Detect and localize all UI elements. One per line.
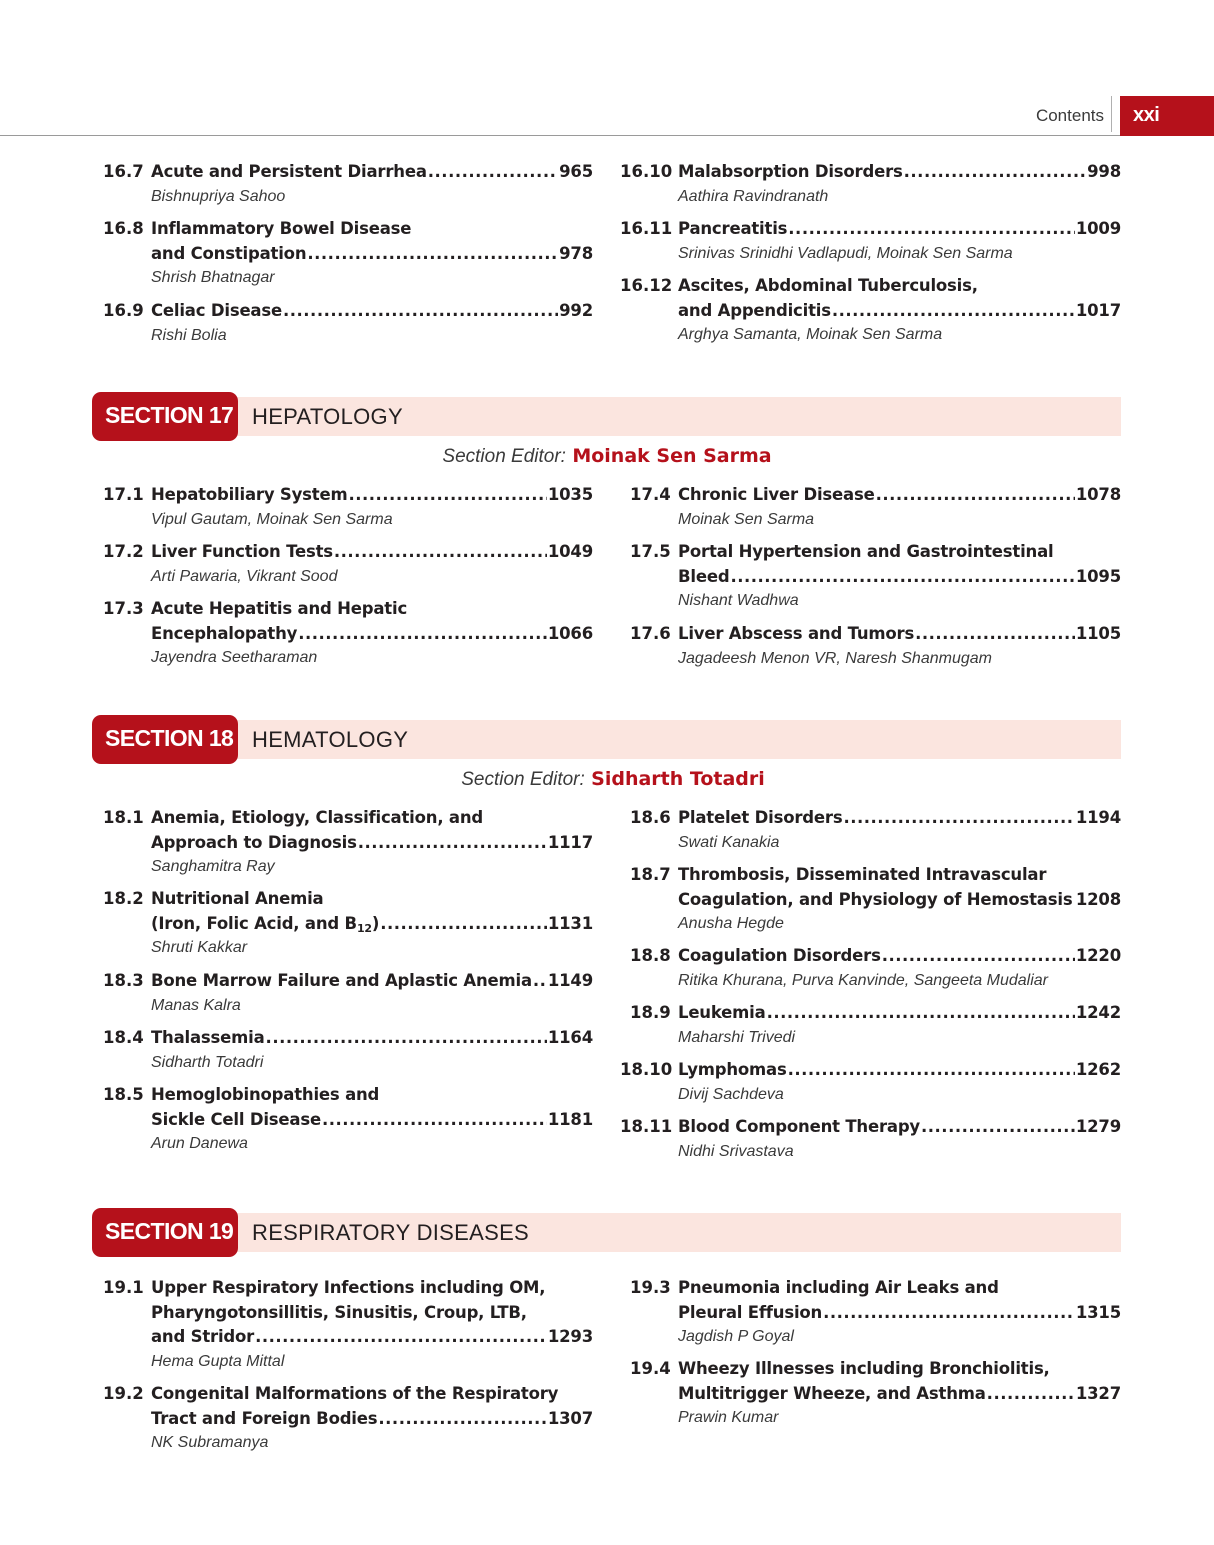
page-number-ref[interactable]: 1194 [1075, 808, 1121, 827]
chapter-title-text: Blood Component Therapy [678, 1117, 920, 1136]
page-number-ref[interactable]: 1315 [1075, 1302, 1121, 1322]
page-number-ref[interactable]: 1327 [1075, 1383, 1121, 1403]
chapter-body [151, 806, 593, 879]
chapter-authors: Rishi Bolia [151, 326, 227, 344]
chapter-authors: Jagadeesh Menon VR, Naresh Shanmugam [678, 649, 992, 667]
dot-leader [307, 242, 558, 267]
chapter-title-text: Leukemia [678, 1003, 766, 1022]
chapter-title-text: Celiac Disease [151, 301, 282, 320]
dot-leader [788, 1058, 1075, 1083]
chapter-body [151, 540, 593, 589]
chapter-body [678, 1115, 1121, 1164]
chapter-title-line[interactable]: Anemia, Etiology, Classification, and [151, 808, 484, 827]
chapter-title[interactable] [151, 622, 297, 647]
chapter-body [151, 597, 593, 670]
chapter-number: 16.10 [620, 162, 673, 181]
page-number-ref[interactable]: 1181 [547, 1109, 593, 1129]
chapter-title[interactable] [151, 969, 532, 994]
section-title: HEMATOLOGY [252, 727, 409, 752]
dot-leader [882, 944, 1075, 969]
chapter-title-text: Tract and Foreign Bodies [151, 1408, 378, 1428]
dot-leader [348, 483, 546, 508]
chapter-authors: Bishnupriya Sahoo [151, 187, 286, 205]
page-number-ref[interactable]: 1307 [547, 1408, 593, 1428]
chapter-title-text: Pancreatitis [678, 219, 788, 238]
chapter-title-leader[interactable] [151, 1407, 593, 1432]
chapter-title-leader[interactable] [151, 1325, 593, 1350]
chapter-authors: Shruti Kakkar [151, 939, 248, 956]
chapter-body [151, 160, 593, 209]
chapter-title-leader[interactable] [151, 540, 593, 565]
section-label: SECTION 19 [92, 1208, 238, 1257]
chapter-number: 17.5 [630, 542, 671, 561]
chapter-title[interactable] [678, 806, 842, 831]
chapter-title[interactable] [678, 160, 903, 185]
chapter-number: 17.6 [630, 624, 671, 643]
chapter-title-leader[interactable] [151, 1026, 593, 1051]
header-rule [0, 135, 1120, 136]
chapter-title-text: Liver Abscess and Tumors [678, 624, 915, 643]
page-number-ref[interactable]: 1220 [1075, 946, 1121, 965]
chapter-number: 17.3 [103, 599, 144, 618]
chapter-title-text: Bone Marrow Failure and Aplastic Anemia [151, 971, 532, 990]
chapter-title-leader[interactable] [678, 1115, 1121, 1140]
chapter-number: 16.9 [103, 301, 144, 320]
page-number-ref[interactable]: 1078 [1075, 485, 1121, 504]
section-editor-name[interactable]: Moinak Sen Sarma [572, 445, 772, 467]
chapter-title[interactable] [678, 622, 914, 647]
chapter-title-leader[interactable] [678, 483, 1121, 508]
chapter-number: 18.2 [103, 889, 144, 908]
dot-leader [921, 1115, 1075, 1140]
chapter-title-line[interactable]: Acute Hepatitis and Hepatic [151, 599, 408, 618]
chapter-title-leader[interactable] [678, 1301, 1121, 1326]
section-title: HEPATOLOGY [252, 404, 403, 429]
chapter-authors: Sidharth Totadri [151, 1053, 264, 1071]
header-separator [1111, 96, 1112, 132]
chapter-authors: Ritika Khurana, Purva Kanvinde, Sangeeta Mudaliar [678, 971, 1048, 989]
chapter-authors: Arti Pawaria, Vikrant Sood [151, 567, 338, 585]
chapter-number: 18.6 [630, 808, 671, 827]
chapter-authors: Anusha Hegde [678, 915, 784, 932]
chapter-title[interactable] [151, 831, 357, 856]
chapter-authors: Vipul Gautam, Moinak Sen Sarma [151, 510, 393, 528]
dot-leader [334, 540, 547, 565]
page-number-ref[interactable]: 965 [559, 162, 593, 181]
chapter-title-line[interactable]: Nutritional Anemia [151, 889, 324, 908]
chapter-title[interactable] [678, 1301, 822, 1326]
page-header [0, 96, 1214, 138]
chapter-title-leader[interactable] [151, 1108, 593, 1133]
chapter-authors: Shrish Bhatnagar [151, 269, 275, 286]
chapter-title-leader[interactable] [151, 160, 593, 185]
dot-leader [298, 622, 547, 647]
chapter-title-text: (Iron, Folic Acid, and B [151, 913, 357, 933]
chapter-title-leader[interactable] [678, 1382, 1121, 1407]
page-number-ref[interactable]: 992 [559, 301, 593, 320]
page-number-ref[interactable]: 1293 [547, 1327, 593, 1346]
page-number-ref[interactable]: 1117 [547, 832, 593, 852]
chapter-title-line[interactable]: Hemoglobinopathies and [151, 1085, 380, 1104]
page-number-ref[interactable]: 1131 [547, 913, 593, 933]
chapter-title-text: Bleed [678, 566, 730, 586]
page-number-ref[interactable]: 1095 [1075, 566, 1121, 586]
chapter-title-leader[interactable] [151, 299, 593, 324]
chapter-body [151, 299, 593, 348]
chapter-number: 16.7 [103, 162, 144, 181]
chapter-title-text: Platelet Disorders [678, 808, 843, 827]
section-19-header [92, 1208, 1121, 1257]
dot-leader [533, 969, 547, 994]
page-number-ref[interactable]: 1279 [1075, 1117, 1121, 1136]
dot-leader [283, 299, 558, 324]
chapter-title-text: Hepatobiliary System [151, 485, 348, 504]
dot-leader [843, 806, 1074, 831]
page-number-ref[interactable]: 1066 [547, 623, 593, 643]
page-number-ref[interactable]: 1049 [547, 542, 593, 561]
chapter-title-text: Multitrigger Wheeze, and Asthma [678, 1383, 986, 1403]
chapter-title-leader[interactable] [678, 622, 1121, 647]
chapter-title-text: and Stridor [151, 1327, 255, 1346]
chapter-authors: Nidhi Srivastava [678, 1142, 794, 1160]
chapter-title-line[interactable]: Pharyngotonsillitis, Sinusitis, Croup, LTB, [151, 1302, 527, 1322]
chapter-authors: Arghya Samanta, Moinak Sen Sarma [678, 326, 943, 343]
chapter-body [151, 483, 593, 532]
chapter-title-leader[interactable] [678, 888, 1121, 913]
chapter-number: 19.4 [630, 1359, 671, 1378]
chapter-body [678, 483, 1121, 532]
chapter-authors: Maharshi Trivedi [678, 1028, 796, 1046]
section-editor-label: Section Editor: [442, 446, 566, 467]
dot-leader [380, 912, 547, 937]
subscript: 12 [356, 921, 372, 935]
chapter-number: 16.11 [620, 219, 673, 238]
chapter-body [151, 887, 593, 960]
chapter-body [678, 217, 1121, 266]
chapter-title-text: Acute and Persistent Diarrhea [151, 162, 427, 181]
chapter-body [678, 160, 1121, 209]
chapter-title-leader[interactable] [151, 969, 593, 994]
chapter-title-leader[interactable] [151, 622, 593, 647]
page-number-ref[interactable]: 998 [1087, 162, 1121, 181]
chapter-title[interactable] [151, 1407, 377, 1432]
chapter-number: 18.7 [630, 865, 671, 884]
chapter-body [678, 1276, 1121, 1349]
chapter-number: 16.8 [103, 219, 144, 238]
page-number: xxi [1120, 96, 1214, 136]
chapter-body [151, 1083, 593, 1156]
chapter-authors: Divij Sachdeva [678, 1085, 784, 1103]
chapter-body [151, 1276, 593, 1374]
chapter-title-leader[interactable] [678, 217, 1121, 242]
section-editor [0, 766, 1214, 791]
chapter-title-leader[interactable] [678, 944, 1121, 969]
chapter-authors: NK Subramanya [151, 1434, 269, 1451]
chapter-number: 18.5 [103, 1085, 144, 1104]
section-17-header [92, 392, 1121, 441]
chapter-title-leader[interactable] [151, 831, 593, 856]
chapter-title[interactable] [151, 1325, 254, 1350]
chapter-title-leader[interactable] [678, 160, 1121, 185]
chapter-number: 18.4 [103, 1028, 144, 1047]
dot-leader [904, 160, 1087, 185]
dot-leader [823, 1301, 1075, 1326]
chapter-title[interactable] [678, 299, 831, 324]
chapter-body [678, 274, 1121, 347]
chapter-body [678, 944, 1121, 993]
chapter-authors: Srinivas Srinidhi Vadlapudi, Moinak Sen Sarma [678, 244, 1013, 262]
chapter-number: 18.1 [103, 808, 144, 827]
chapter-title[interactable] [678, 944, 881, 969]
chapter-body [678, 806, 1121, 855]
chapter-title-text: and Appendicitis [678, 300, 831, 320]
chapter-title-line[interactable]: Thrombosis, Disseminated Intravascular [678, 865, 1047, 884]
chapter-title-text: and Constipation [151, 243, 307, 263]
page-number-ref[interactable]: 1262 [1075, 1060, 1121, 1079]
running-header-label: Contents [1035, 106, 1104, 125]
chapter-authors: Sanghamitra Ray [151, 858, 275, 875]
chapter-title[interactable] [151, 540, 333, 565]
chapter-title[interactable] [678, 217, 787, 242]
dot-leader [428, 160, 558, 185]
dot-leader [255, 1325, 547, 1350]
chapter-body [151, 1026, 593, 1075]
dot-leader [788, 217, 1075, 242]
chapter-authors: Arun Danewa [151, 1135, 248, 1152]
chapter-title-text: Thalassemia [151, 1028, 265, 1047]
dot-leader [266, 1026, 547, 1051]
chapter-title[interactable] [678, 1058, 787, 1083]
dot-leader [876, 483, 1075, 508]
chapter-number: 18.8 [630, 946, 671, 965]
dot-leader [1073, 888, 1074, 913]
page-number-ref[interactable]: 1035 [547, 485, 593, 504]
dot-leader [322, 1108, 547, 1133]
chapter-authors: Jagdish P Goyal [678, 1328, 794, 1345]
chapter-title[interactable] [678, 565, 729, 590]
dot-leader [730, 565, 1074, 590]
dot-leader [832, 299, 1075, 324]
chapter-number: 18.3 [103, 971, 144, 990]
chapter-number: 18.11 [620, 1117, 673, 1136]
page-number-ref[interactable]: 1208 [1075, 889, 1121, 909]
chapter-title-text: Pleural Effusion [678, 1302, 823, 1322]
chapter-title[interactable] [151, 483, 347, 508]
section-label: SECTION 17 [92, 392, 238, 441]
chapter-body [151, 217, 593, 290]
chapter-number: 17.1 [103, 485, 144, 504]
chapter-title-leader[interactable] [151, 912, 593, 937]
chapter-title-line[interactable]: Ascites, Abdominal Tuberculosis, [678, 276, 978, 295]
chapter-title[interactable] [151, 299, 282, 324]
chapter-authors: Jayendra Seetharaman [151, 649, 318, 666]
section-editor-name[interactable]: Sidharth Totadri [591, 768, 765, 790]
chapter-title-text: Encephalopathy [151, 623, 298, 643]
chapter-title[interactable] [151, 242, 306, 267]
chapter-authors: Moinak Sen Sarma [678, 510, 815, 528]
chapter-body [678, 540, 1121, 613]
chapter-authors: Swati Kanakia [678, 833, 780, 851]
chapter-title-line[interactable]: Upper Respiratory Infections including OM, [151, 1278, 546, 1297]
chapter-title-tail: ) [371, 913, 380, 933]
dot-leader [915, 622, 1075, 647]
page-number-ref[interactable]: 1164 [547, 1028, 593, 1047]
section-editor-label: Section Editor: [461, 769, 585, 790]
page-number-ref[interactable]: 1242 [1075, 1003, 1121, 1022]
chapter-body [678, 622, 1121, 671]
chapter-title-text: Liver Function Tests [151, 542, 333, 561]
section-editor [0, 443, 1214, 468]
chapter-title[interactable] [678, 1115, 920, 1140]
chapter-number: 17.2 [103, 542, 144, 561]
chapter-title-leader[interactable] [678, 806, 1121, 831]
dot-leader [378, 1407, 546, 1432]
chapter-title-text: Coagulation, and Physiology of Hemostasis [678, 889, 1073, 909]
chapter-title[interactable] [151, 1026, 265, 1051]
chapter-title-text: Lymphomas [678, 1060, 787, 1079]
chapter-body [678, 1357, 1121, 1430]
chapter-body [678, 1001, 1121, 1050]
section-label: SECTION 18 [92, 715, 238, 764]
chapter-number: 18.9 [630, 1003, 671, 1022]
chapter-title-text: Coagulation Disorders [678, 946, 881, 965]
chapter-authors: Prawin Kumar [678, 1409, 779, 1426]
chapter-number: 19.2 [103, 1384, 144, 1403]
chapter-authors: Nishant Wadhwa [678, 592, 799, 609]
chapter-title-leader[interactable] [678, 1058, 1121, 1083]
chapter-title-line[interactable]: Wheezy Illnesses including Bronchiolitis, [678, 1359, 1050, 1378]
chapter-title-leader[interactable] [151, 242, 593, 267]
section-title: RESPIRATORY DISEASES [252, 1220, 530, 1245]
chapter-title[interactable] [151, 160, 427, 185]
page-number-ref[interactable]: 978 [559, 243, 593, 263]
chapter-authors: Aathira Ravindranath [678, 187, 829, 205]
page-number-ref[interactable]: 1017 [1075, 300, 1121, 320]
chapter-title-line[interactable]: Portal Hypertension and Gastrointestinal [678, 542, 1054, 561]
chapter-title[interactable] [678, 888, 1072, 913]
chapter-title-line[interactable]: Inflammatory Bowel Disease [151, 219, 412, 238]
dot-leader [358, 831, 547, 856]
chapter-title-text: Malabsorption Disorders [678, 162, 903, 181]
chapter-title-leader[interactable] [151, 483, 593, 508]
page-number-ref[interactable]: 1105 [1075, 624, 1121, 643]
chapter-title-leader[interactable] [678, 299, 1121, 324]
chapter-number: 16.12 [620, 276, 673, 295]
chapter-title-leader[interactable] [678, 1001, 1121, 1026]
chapter-authors: Hema Gupta Mittal [151, 1352, 285, 1370]
chapter-title[interactable] [151, 912, 379, 937]
chapter-number: 19.3 [630, 1278, 671, 1297]
page-number-ref[interactable]: 1009 [1075, 219, 1121, 238]
chapter-number: 19.1 [103, 1278, 144, 1297]
chapter-authors: Manas Kalra [151, 996, 241, 1014]
chapter-number: 17.4 [630, 485, 671, 504]
chapter-body [678, 863, 1121, 936]
chapter-title[interactable] [678, 483, 875, 508]
chapter-title[interactable] [678, 1001, 766, 1026]
chapter-title-leader[interactable] [678, 565, 1121, 590]
chapter-title-line[interactable]: Pneumonia including Air Leaks and [678, 1278, 999, 1297]
chapter-body [678, 1058, 1121, 1107]
chapter-body [151, 969, 593, 1018]
chapter-title[interactable] [151, 1108, 321, 1133]
chapter-title[interactable] [678, 1382, 986, 1407]
dot-leader [987, 1382, 1075, 1407]
chapter-body [151, 1382, 593, 1455]
chapter-title-line[interactable]: Congenital Malformations of the Respiratory [151, 1384, 559, 1403]
chapter-title-text: Approach to Diagnosis [151, 832, 357, 852]
chapter-title-text: Chronic Liver Disease [678, 485, 875, 504]
chapter-number: 18.10 [620, 1060, 673, 1079]
section-18-header [92, 715, 1121, 764]
dot-leader [767, 1001, 1075, 1026]
page-number-ref[interactable]: 1149 [547, 971, 593, 990]
chapter-title-text: Sickle Cell Disease [151, 1109, 321, 1129]
